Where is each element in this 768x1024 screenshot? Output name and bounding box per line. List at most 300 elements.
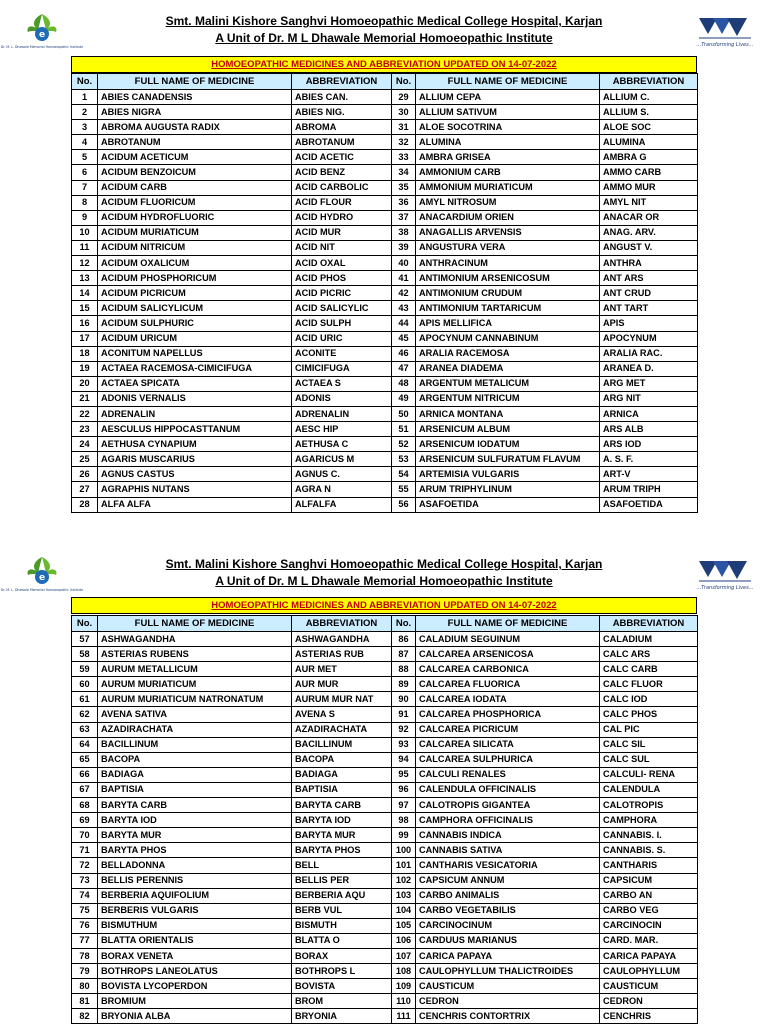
cell-full-name: CALCULI RENALES — [416, 767, 600, 782]
table-row — [72, 90, 698, 105]
cell-no: 54 — [392, 467, 416, 482]
table-row — [72, 798, 698, 813]
cell-abbreviation: CALOTROPIS — [600, 798, 698, 813]
cell-no: 61 — [72, 692, 98, 707]
cell-abbreviation: CARBO VEG — [600, 903, 698, 918]
cell-abbreviation: BERBERIA AQU — [292, 888, 392, 903]
cell-full-name: ACIDUM SALICYLICUM — [98, 301, 292, 316]
column-header-no: No. — [392, 74, 416, 90]
cell-no: 22 — [72, 406, 98, 421]
column-header-no: No. — [72, 616, 98, 632]
svg-text:Dr. M. L. Dhawale Memorial Hom: Dr. M. L. Dhawale Memorial Homoeopathic Institute — [0, 588, 84, 592]
cell-full-name: ACIDUM OXALICUM — [98, 256, 292, 271]
cell-no: 68 — [72, 798, 98, 813]
cell-no: 56 — [392, 497, 416, 512]
cell-abbreviation: BOVISTA — [292, 979, 392, 994]
table-row — [72, 422, 698, 437]
table-row — [72, 964, 698, 979]
table-row — [72, 677, 698, 692]
cell-no: 35 — [392, 180, 416, 195]
table-row — [72, 888, 698, 903]
cell-abbreviation: ACONITE — [292, 346, 392, 361]
cell-full-name: ACIDUM SULPHURIC — [98, 316, 292, 331]
cell-abbreviation: ACID PHOS — [292, 271, 392, 286]
cell-full-name: ANTIMONIUM ARSENICOSUM — [416, 271, 600, 286]
cell-abbreviation: ACID SULPH — [292, 316, 392, 331]
cell-no: 29 — [392, 90, 416, 105]
cell-full-name: CALENDULA OFFICINALIS — [416, 782, 600, 797]
column-header-abbreviation: ABBREVIATION — [600, 74, 698, 90]
cell-no: 12 — [72, 256, 98, 271]
cell-no: 52 — [392, 437, 416, 452]
cell-full-name: CARBO ANIMALIS — [416, 888, 600, 903]
table-row — [72, 210, 698, 225]
cell-abbreviation: ACID SALICYLIC — [292, 301, 392, 316]
cell-full-name: ARGENTUM NITRICUM — [416, 391, 600, 406]
cell-abbreviation: CALC SIL — [600, 737, 698, 752]
cell-full-name: ANTIMONIUM CRUDUM — [416, 286, 600, 301]
cell-no: 28 — [72, 497, 98, 512]
svg-text:Dr. M. L. Dhawale Memorial Hom: Dr. M. L. Dhawale Memorial Homoeopathic Institute — [0, 45, 84, 49]
cell-abbreviation: ANGUST V. — [600, 240, 698, 255]
cell-full-name: AURUM MURIATICUM — [98, 677, 292, 692]
cell-full-name: ACIDUM PICRICUM — [98, 286, 292, 301]
cell-full-name: ACTAEA SPICATA — [98, 376, 292, 391]
cell-abbreviation: CALC CARB — [600, 662, 698, 677]
cell-abbreviation: CALC PHOS — [600, 707, 698, 722]
cell-no: 39 — [392, 240, 416, 255]
column-header-full-name: FULL NAME OF MEDICINE — [98, 616, 292, 632]
column-header-abbreviation: ABBREVIATION — [600, 616, 698, 632]
cell-full-name: ACIDUM URICUM — [98, 331, 292, 346]
cell-no: 79 — [72, 964, 98, 979]
table-row — [72, 873, 698, 888]
cell-no: 104 — [392, 903, 416, 918]
cell-abbreviation: ARS ALB — [600, 422, 698, 437]
table-row — [72, 632, 698, 647]
cell-no: 51 — [392, 422, 416, 437]
cell-full-name: ARSENICUM SULFURATUM FLAVUM — [416, 452, 600, 467]
cell-full-name: CANTHARIS VESICATORIA — [416, 858, 600, 873]
cell-abbreviation: ANTHRA — [600, 256, 698, 271]
cell-abbreviation: A. S. F. — [600, 452, 698, 467]
cell-full-name: BOTHROPS LANEOLATUS — [98, 964, 292, 979]
cell-full-name: ARTEMISIA VULGARIS — [416, 467, 600, 482]
cell-full-name: BROMIUM — [98, 994, 292, 1009]
cell-full-name: ABROMA AUGUSTA RADIX — [98, 120, 292, 135]
cell-no: 2 — [72, 105, 98, 120]
cell-abbreviation: BISMUTH — [292, 918, 392, 933]
cell-full-name: CAULOPHYLLUM THALICTROIDES — [416, 964, 600, 979]
cell-no: 77 — [72, 933, 98, 948]
table-row — [72, 737, 698, 752]
cell-no: 78 — [72, 948, 98, 963]
cell-full-name: CARBO VEGETABILIS — [416, 903, 600, 918]
cell-no: 89 — [392, 677, 416, 692]
cell-no: 1 — [72, 90, 98, 105]
cell-full-name: ACIDUM HYDROFLUORIC — [98, 210, 292, 225]
cell-no: 64 — [72, 737, 98, 752]
cell-no: 80 — [72, 979, 98, 994]
table-row — [72, 843, 698, 858]
cell-full-name: CALCAREA PICRICUM — [416, 722, 600, 737]
cell-abbreviation: APOCYNUM — [600, 331, 698, 346]
cell-full-name: AGARIS MUSCARIUS — [98, 452, 292, 467]
cell-no: 24 — [72, 437, 98, 452]
cell-abbreviation: CALC IOD — [600, 692, 698, 707]
cell-abbreviation: BELLIS PER — [292, 873, 392, 888]
medicine-table-page-1 — [71, 73, 698, 513]
cell-full-name: CALCAREA PHOSPHORICA — [416, 707, 600, 722]
cell-full-name: AMYL NITROSUM — [416, 195, 600, 210]
table-body — [72, 632, 698, 1024]
cell-no: 25 — [72, 452, 98, 467]
column-header-full-name: FULL NAME OF MEDICINE — [416, 74, 600, 90]
cell-no: 93 — [392, 737, 416, 752]
cell-abbreviation: ARNICA — [600, 406, 698, 421]
cell-full-name: ARSENICUM IODATUM — [416, 437, 600, 452]
cell-full-name: CALCAREA SILICATA — [416, 737, 600, 752]
svg-text:e: e — [38, 30, 46, 40]
column-header-full-name: FULL NAME OF MEDICINE — [98, 74, 292, 90]
table-row — [72, 286, 698, 301]
table-row — [72, 948, 698, 963]
cell-full-name: CALCAREA CARBONICA — [416, 662, 600, 677]
cell-abbreviation: ALOE SOC — [600, 120, 698, 135]
institute-subtitle: A Unit of Dr. M L Dhawale Memorial Homoeopathic Institute — [215, 31, 553, 45]
cell-no: 30 — [392, 105, 416, 120]
cell-full-name: CAPSICUM ANNUM — [416, 873, 600, 888]
table-row — [72, 452, 698, 467]
cell-full-name: BELLIS PERENNIS — [98, 873, 292, 888]
cell-no: 106 — [392, 933, 416, 948]
cell-no: 53 — [392, 452, 416, 467]
cell-no: 66 — [72, 767, 98, 782]
table-row — [72, 662, 698, 677]
cell-full-name: CALCAREA SULPHURICA — [416, 752, 600, 767]
table-row — [72, 497, 698, 512]
cell-full-name: BELLADONNA — [98, 858, 292, 873]
page-2-header — [0, 543, 768, 593]
cell-abbreviation: CALADIUM — [600, 632, 698, 647]
cell-no: 36 — [392, 195, 416, 210]
table-row — [72, 150, 698, 165]
table-header-row — [72, 616, 698, 632]
cell-full-name: AGRAPHIS NUTANS — [98, 482, 292, 497]
cell-abbreviation: CALENDULA — [600, 782, 698, 797]
svg-text:e: e — [38, 573, 46, 583]
cell-no: 60 — [72, 677, 98, 692]
cell-abbreviation: BARYTA PHOS — [292, 843, 392, 858]
cell-no: 47 — [392, 361, 416, 376]
cell-no: 102 — [392, 873, 416, 888]
cell-abbreviation: BARYTA CARB — [292, 798, 392, 813]
cell-abbreviation: CANTHARIS — [600, 858, 698, 873]
column-header-abbreviation: ABBREVIATION — [292, 74, 392, 90]
cell-full-name: ACTAEA RACEMOSA-CIMICIFUGA — [98, 361, 292, 376]
cell-no: 41 — [392, 271, 416, 286]
cell-abbreviation: CAPSICUM — [600, 873, 698, 888]
cell-abbreviation: ANT ARS — [600, 271, 698, 286]
cell-abbreviation: CARCINOCIN — [600, 918, 698, 933]
cell-no: 50 — [392, 406, 416, 421]
cell-full-name: CALCAREA ARSENICOSA — [416, 647, 600, 662]
cell-full-name: BARYTA PHOS — [98, 843, 292, 858]
table-row — [72, 767, 698, 782]
table-row — [72, 437, 698, 452]
cell-no: 62 — [72, 707, 98, 722]
table-row — [72, 376, 698, 391]
table-row — [72, 828, 698, 843]
cell-full-name: CALCAREA IODATA — [416, 692, 600, 707]
cell-no: 13 — [72, 271, 98, 286]
cell-abbreviation: CARICA PAPAYA — [600, 948, 698, 963]
cell-abbreviation: ACID NIT — [292, 240, 392, 255]
cell-full-name: ABROTANUM — [98, 135, 292, 150]
cell-full-name: ANACARDIUM ORIEN — [416, 210, 600, 225]
cell-abbreviation: ALFALFA — [292, 497, 392, 512]
cell-full-name: ALLIUM SATIVUM — [416, 105, 600, 120]
cell-abbreviation: ALLIUM C. — [600, 90, 698, 105]
cell-abbreviation: CEDRON — [600, 994, 698, 1009]
table-row — [72, 256, 698, 271]
cell-abbreviation: ACID HYDRO — [292, 210, 392, 225]
table-header-row — [72, 74, 698, 90]
cell-no: 38 — [392, 225, 416, 240]
cell-abbreviation: ANT TART — [600, 301, 698, 316]
cell-full-name: AETHUSA CYNAPIUM — [98, 437, 292, 452]
cell-no: 94 — [392, 752, 416, 767]
cell-no: 48 — [392, 376, 416, 391]
cell-full-name: ADRENALIN — [98, 406, 292, 421]
brand-logo-icon — [695, 12, 755, 52]
cell-abbreviation: AVENA S — [292, 707, 392, 722]
cell-abbreviation: BACOPA — [292, 752, 392, 767]
table-row — [72, 813, 698, 828]
cell-no: 17 — [72, 331, 98, 346]
cell-full-name: ACIDUM ACETICUM — [98, 150, 292, 165]
cell-full-name: BACOPA — [98, 752, 292, 767]
cell-abbreviation: CARBO AN — [600, 888, 698, 903]
column-header-no: No. — [72, 74, 98, 90]
cell-abbreviation: ABIES NIG. — [292, 105, 392, 120]
cell-full-name: ASHWAGANDHA — [98, 632, 292, 647]
cell-abbreviation: CAMPHORA — [600, 813, 698, 828]
cell-full-name: AURUM METALLICUM — [98, 662, 292, 677]
table-row — [72, 647, 698, 662]
cell-full-name: AMBRA GRISEA — [416, 150, 600, 165]
cell-no: 74 — [72, 888, 98, 903]
cell-no: 8 — [72, 195, 98, 210]
svg-text:...Transforming Lives...: ...Transforming Lives... — [696, 42, 754, 48]
cell-full-name: ABIES CANADENSIS — [98, 90, 292, 105]
column-header-abbreviation: ABBREVIATION — [292, 616, 392, 632]
cell-full-name: CARCINOCINUM — [416, 918, 600, 933]
cell-no: 97 — [392, 798, 416, 813]
college-title: Smt. Malini Kishore Sanghvi Homoeopathic Medical College Hospital, Karjan — [165, 557, 603, 571]
cell-abbreviation: BLATTA O — [292, 933, 392, 948]
cell-abbreviation: ARG NIT — [600, 391, 698, 406]
brand-logo-icon — [695, 555, 755, 595]
cell-no: 6 — [72, 165, 98, 180]
cell-abbreviation: BROM — [292, 994, 392, 1009]
cell-abbreviation: BORAX — [292, 948, 392, 963]
cell-full-name: CARICA PAPAYA — [416, 948, 600, 963]
cell-abbreviation: ACTAEA S — [292, 376, 392, 391]
cell-full-name: BAPTISIA — [98, 782, 292, 797]
cell-full-name: ARNICA MONTANA — [416, 406, 600, 421]
cell-abbreviation: CAULOPHYLLUM — [600, 964, 698, 979]
cell-full-name: ARUM TRIPHYLINUM — [416, 482, 600, 497]
cell-no: 70 — [72, 828, 98, 843]
cell-no: 71 — [72, 843, 98, 858]
cell-full-name: ANTHRACINUM — [416, 256, 600, 271]
cell-abbreviation: CAUSTICUM — [600, 979, 698, 994]
cell-abbreviation: ACID CARBOLIC — [292, 180, 392, 195]
cell-full-name: ACIDUM FLUORICUM — [98, 195, 292, 210]
cell-no: 105 — [392, 918, 416, 933]
cell-full-name: ANTIMONIUM TARTARICUM — [416, 301, 600, 316]
table-row — [72, 195, 698, 210]
cell-full-name: ACIDUM MURIATICUM — [98, 225, 292, 240]
cell-abbreviation: ACID URIC — [292, 331, 392, 346]
cell-no: 103 — [392, 888, 416, 903]
cell-abbreviation: BADIAGA — [292, 767, 392, 782]
cell-no: 107 — [392, 948, 416, 963]
cell-no: 42 — [392, 286, 416, 301]
update-banner: HOMOEOPATHIC MEDICINES AND ABBREVIATION UPDATED ON 14-07-2022 — [71, 56, 697, 73]
cell-no: 96 — [392, 782, 416, 797]
cell-no: 10 — [72, 225, 98, 240]
cell-abbreviation: AGARICUS M — [292, 452, 392, 467]
cell-full-name: ACIDUM CARB — [98, 180, 292, 195]
cell-no: 11 — [72, 240, 98, 255]
cell-full-name: AZADIRACHATA — [98, 722, 292, 737]
cell-full-name: ANGUSTURA VERA — [416, 240, 600, 255]
cell-abbreviation: CALC ARS — [600, 647, 698, 662]
table-row — [72, 707, 698, 722]
cell-abbreviation: ABROTANUM — [292, 135, 392, 150]
table-row — [72, 301, 698, 316]
cell-full-name: ARALIA RACEMOSA — [416, 346, 600, 361]
cell-full-name: BARYTA IOD — [98, 813, 292, 828]
table-row — [72, 858, 698, 873]
table-row — [72, 722, 698, 737]
cell-full-name: ALUMINA — [416, 135, 600, 150]
cell-full-name: ARGENTUM METALICUM — [416, 376, 600, 391]
cell-no: 101 — [392, 858, 416, 873]
cell-abbreviation: CANNABIS. I. — [600, 828, 698, 843]
cell-abbreviation: BARYTA MUR — [292, 828, 392, 843]
column-header-full-name: FULL NAME OF MEDICINE — [416, 616, 600, 632]
cell-full-name: CANNABIS SATIVA — [416, 843, 600, 858]
cell-full-name: ABIES NIGRA — [98, 105, 292, 120]
table-row — [72, 482, 698, 497]
table-row — [72, 225, 698, 240]
cell-no: 91 — [392, 707, 416, 722]
cell-no: 26 — [72, 467, 98, 482]
table-row — [72, 406, 698, 421]
cell-abbreviation: ABROMA — [292, 120, 392, 135]
cell-no: 75 — [72, 903, 98, 918]
cell-abbreviation: AUR MUR — [292, 677, 392, 692]
cell-full-name: BACILLINUM — [98, 737, 292, 752]
cell-full-name: BERBERIA AQUIFOLIUM — [98, 888, 292, 903]
cell-full-name: AVENA SATIVA — [98, 707, 292, 722]
cell-abbreviation: ARG MET — [600, 376, 698, 391]
cell-no: 110 — [392, 994, 416, 1009]
table-row — [72, 135, 698, 150]
table-body — [72, 90, 698, 513]
column-header-no: No. — [392, 616, 416, 632]
cell-no: 87 — [392, 647, 416, 662]
table-row — [72, 331, 698, 346]
cell-no: 37 — [392, 210, 416, 225]
cell-full-name: ARANEA DIADEMA — [416, 361, 600, 376]
cell-abbreviation: ACID PICRIC — [292, 286, 392, 301]
cell-no: 69 — [72, 813, 98, 828]
cell-abbreviation: ACID OXAL — [292, 256, 392, 271]
cell-abbreviation: BACILLINUM — [292, 737, 392, 752]
cell-no: 19 — [72, 361, 98, 376]
cell-no: 108 — [392, 964, 416, 979]
table-row — [72, 391, 698, 406]
cell-abbreviation: BARYTA IOD — [292, 813, 392, 828]
cell-abbreviation: CANNABIS. S. — [600, 843, 698, 858]
cell-no: 18 — [72, 346, 98, 361]
cell-no: 90 — [392, 692, 416, 707]
table-row — [72, 180, 698, 195]
cell-full-name: BARYTA MUR — [98, 828, 292, 843]
cell-full-name: ALOE SOCOTRINA — [416, 120, 600, 135]
table-row — [72, 903, 698, 918]
cell-no: 32 — [392, 135, 416, 150]
table-row — [72, 316, 698, 331]
table-row — [72, 361, 698, 376]
cell-full-name: BERBERIS VULGARIS — [98, 903, 292, 918]
table-row — [72, 240, 698, 255]
cell-full-name: CALOTROPIS GIGANTEA — [416, 798, 600, 813]
cell-abbreviation: ANACAR OR — [600, 210, 698, 225]
cell-abbreviation: ALLIUM S. — [600, 105, 698, 120]
cell-no: 34 — [392, 165, 416, 180]
cell-full-name: BORAX VENETA — [98, 948, 292, 963]
cell-no: 55 — [392, 482, 416, 497]
cell-abbreviation: AUR MET — [292, 662, 392, 677]
cell-abbreviation: ACID BENZ — [292, 165, 392, 180]
cell-abbreviation: APIS — [600, 316, 698, 331]
cell-full-name: CANNABIS INDICA — [416, 828, 600, 843]
cell-no: 4 — [72, 135, 98, 150]
table-row — [72, 979, 698, 994]
cell-no: 40 — [392, 256, 416, 271]
cell-no: 44 — [392, 316, 416, 331]
cell-full-name: CARDUUS MARIANUS — [416, 933, 600, 948]
table-row — [72, 105, 698, 120]
cell-full-name: BLATTA ORIENTALIS — [98, 933, 292, 948]
cell-no: 63 — [72, 722, 98, 737]
cell-abbreviation: CAL PIC — [600, 722, 698, 737]
cell-no: 76 — [72, 918, 98, 933]
cell-abbreviation: ADONIS — [292, 391, 392, 406]
cell-abbreviation: BOTHROPS L — [292, 964, 392, 979]
cell-no: 9 — [72, 210, 98, 225]
cell-full-name: ACIDUM PHOSPHORICUM — [98, 271, 292, 286]
cell-no: 98 — [392, 813, 416, 828]
cell-abbreviation: ACID ACETIC — [292, 150, 392, 165]
cell-abbreviation: BAPTISIA — [292, 782, 392, 797]
cell-full-name: BARYTA CARB — [98, 798, 292, 813]
